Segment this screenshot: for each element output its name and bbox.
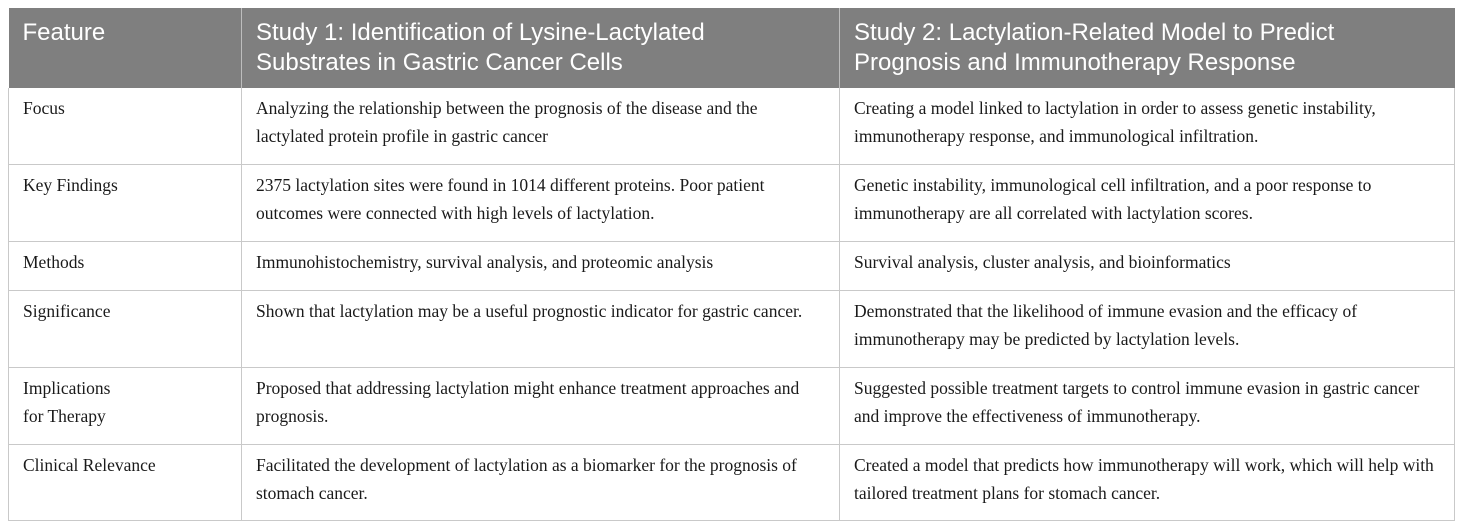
study-1-text: Immunohistochemistry, survival analysis, and proteomic analysis [256, 252, 714, 272]
header-study-2: Study 2: Lactylation-Related Model to Predict Prognosis and Immunotherapy Response [840, 8, 1455, 88]
study-2-cell [840, 368, 1455, 445]
table-row [9, 88, 1455, 165]
feature-cell [9, 445, 242, 521]
study-2-text: Suggested possible treatment targets to control immune evasion in gastric cancer and improve the effectiveness of immunotherapy. [854, 378, 1420, 426]
comparison-table-container [8, 8, 1454, 521]
feature-label: Key Findings [23, 175, 118, 195]
study-1-cell [242, 291, 840, 368]
header-row [9, 8, 1455, 88]
table-row [9, 165, 1455, 242]
study-2-cell [840, 88, 1455, 165]
study-2-text: Demonstrated that the likelihood of immune evasion and the efficacy of immunotherapy may be predicted by lactylation levels. [854, 301, 1358, 349]
table-row [9, 242, 1455, 291]
table-row [9, 445, 1455, 521]
table-body [9, 88, 1455, 521]
study-1-cell [242, 368, 840, 445]
comparison-table [8, 8, 1455, 521]
table-row [9, 368, 1455, 445]
feature-label: Methods [23, 252, 85, 272]
study-1-cell [242, 88, 840, 165]
feature-cell [9, 88, 242, 165]
study-1-cell [242, 165, 840, 242]
feature-label: Implications for Therapy [23, 378, 111, 426]
study-1-text: Proposed that addressing lactylation might enhance treatment approaches and prognosis. [256, 378, 800, 426]
study-2-cell [840, 445, 1455, 521]
feature-label: Clinical Relevance [23, 455, 156, 475]
study-2-text: Genetic instability, immunological cell infiltration, and a poor response to immunotherapy are all correlated with lactylation scores. [854, 175, 1372, 223]
study-1-text: Analyzing the relationship between the prognosis of the disease and the lactylated protein profile in gastric cancer [256, 98, 758, 146]
table-header [9, 8, 1455, 88]
study-2-text: Creating a model linked to lactylation in order to assess genetic instability, immunotherapy response, and immunological infiltration. [854, 98, 1376, 146]
study-2-text: Created a model that predicts how immunotherapy will work, which will help with tailored treatment plans for stomach cancer. [854, 455, 1434, 503]
study-1-text: Facilitated the development of lactylation as a biomarker for the prognosis of stomach cancer. [256, 455, 797, 503]
study-2-cell [840, 242, 1455, 291]
study-1-cell [242, 445, 840, 521]
feature-label: Focus [23, 98, 65, 118]
study-2-cell [840, 165, 1455, 242]
study-1-text: Shown that lactylation may be a useful prognostic indicator for gastric cancer. [256, 301, 803, 321]
feature-cell [9, 368, 242, 445]
header-study-1: Study 1: Identification of Lysine-Lactylated Substrates in Gastric Cancer Cells [242, 8, 840, 88]
study-1-text: 2375 lactylation sites were found in 1014 different proteins. Poor patient outcomes were connected with high levels of lactylation. [256, 175, 765, 223]
feature-cell [9, 291, 242, 368]
study-1-cell [242, 242, 840, 291]
study-2-cell [840, 291, 1455, 368]
header-feature: Feature [9, 8, 242, 88]
feature-cell [9, 242, 242, 291]
table-row [9, 291, 1455, 368]
feature-cell [9, 165, 242, 242]
study-2-text: Survival analysis, cluster analysis, and bioinformatics [854, 252, 1231, 272]
feature-label: Significance [23, 301, 111, 321]
